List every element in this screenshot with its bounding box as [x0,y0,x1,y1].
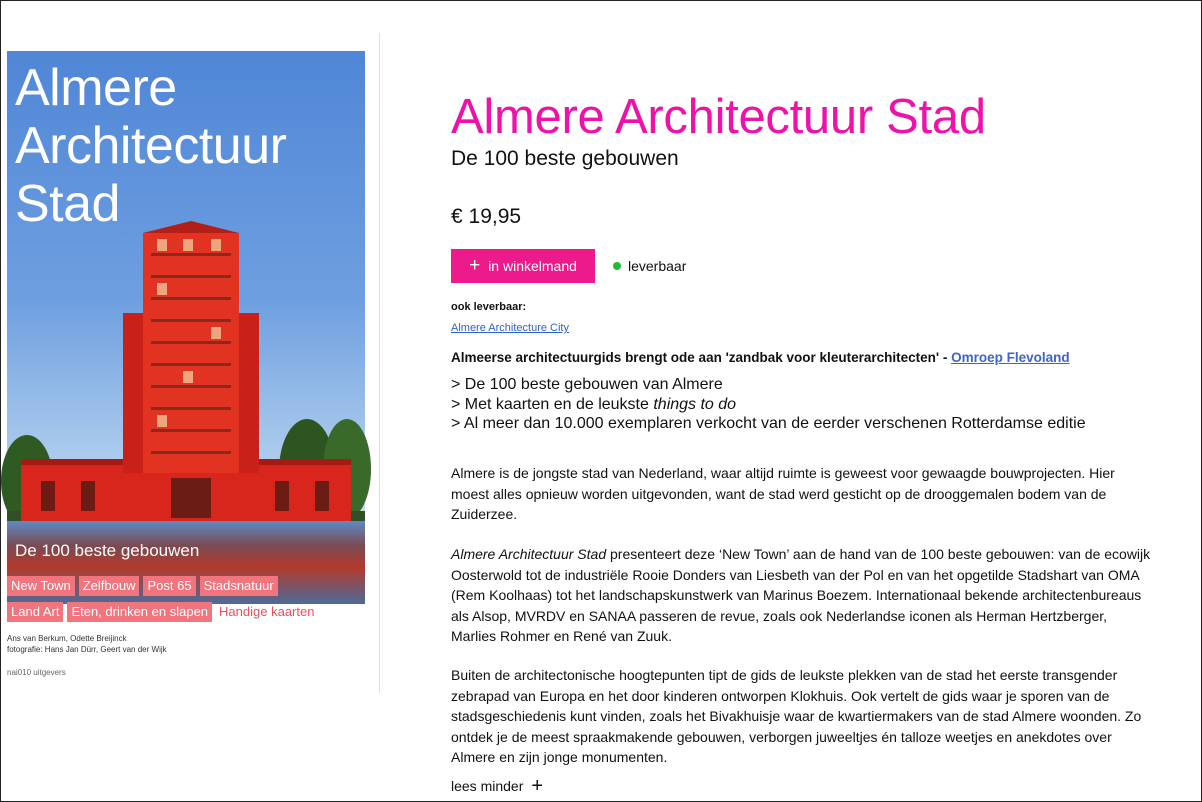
cover-photo-credit: fotografie: Hans Jan Dürr, Geert van der Wijk [7,645,167,654]
cover-credits [7,633,167,655]
description-paragraph: Buiten de architectonische hoogtepunten tipt de gids de leukste plekken van de stad het eerste transgender zebrapad van Europa en het door kinderen ontworpen Klokhuis. Ook vertelt de gids waar je sporen van de stadsgeschiedenis kunt vinden, zoals het Bivakhuisje waar de kwartiermakers van de stad Almere woonden. Zo ontdek je de meest spraakmakende gebouwen, verborgen juweeltjes én talloze weetjes en anekdotes over Almere en zijn jonge monumenten. [451,667,1142,765]
availability-status [613,258,686,274]
plus-icon: + [469,255,481,276]
product-title: Almere Architectuur Stad [451,90,986,144]
cover-tag-plain: Handige kaarten [219,604,315,619]
read-less-label: lees minder [451,778,524,794]
description-paragraph: Almere is de jongste stad van Nederland, waar altijd ruimte is geweest voor gewaagde bouwprojecten. Hier moest alles opnieuw worden uitgevonden, want de stad werd gesticht op de drooggemalen bodem van de Zuiderzee. [451,465,1115,522]
cover-tag: Stadsnatuur [200,576,278,596]
add-to-cart-button[interactable] [451,249,595,283]
also-available-label: ook leverbaar: [451,301,527,313]
book-title-italic: Almere Architectuur Stad [451,546,607,562]
description-text: presenteert deze ‘New Town’ aan de hand van de 100 beste gebouwen: van de ecowijk Oosterwold tot de industriële Rooie Donders van Liesbeth van der Pol en van het opgetilde Stadshart van OMA (Rem Koolhaas) tot het landschapskunstwerk van Marinus Boezem. Internationaal bekende architectenbureaus als Alsop, MVRDV en SANAA passeren de revue, zoals ook Nederlandse iconen als Herman Hertzberger, Marlies Rohmer en René van Zuuk. [451,546,1151,644]
highlights-list [451,375,1086,434]
highlight-item: > De 100 beste gebouwen van Almere [451,376,723,393]
highlight-text: > Met kaarten en de leukste [451,395,654,413]
product-subtitle: De 100 beste gebouwen [451,147,679,170]
highlight-item: > Al meer dan 10.000 exemplaren verkocht van de eerder verschenen Rotterdamse editie [451,415,1086,432]
add-to-cart-label: in winkelmand [488,258,577,274]
red-tower-illustration [21,223,351,523]
highlight-italic: things to do [653,395,737,413]
also-available-link[interactable]: Almere Architecture City [451,322,569,334]
column-divider [379,33,380,693]
cover-tag: Post 65 [143,576,195,596]
cover-authors: Ans van Berkum, Odette Breijinck [7,634,127,643]
status-dot-icon [613,262,621,270]
cover-tag: New Town [7,576,75,596]
cover-publisher: nai010 uitgevers [7,668,66,677]
press-quote-text: Almeerse architectuurgids brengt ode aan 'zandbak voor kleuterarchitecten' - [451,350,952,365]
cover-tag: Eten, drinken en slapen [67,602,212,622]
cover-tag: Zelfbouw [79,576,140,596]
price: € 19,95 [451,205,522,228]
plus-icon: + [531,775,544,797]
availability-label: leverbaar [628,258,687,274]
cover-tag: Land Art [7,602,63,622]
read-less-toggle[interactable] [451,775,544,797]
description-paragraph [451,544,1151,647]
highlight-item [451,395,1086,415]
press-quote [451,350,1070,365]
press-source-link[interactable]: Omroep Flevoland [951,350,1070,365]
book-cover[interactable] [7,51,365,619]
cover-subtitle: De 100 beste gebouwen [15,541,200,560]
cover-title: Almere Architectuur Stad [15,59,287,233]
cover-tags [7,576,365,628]
